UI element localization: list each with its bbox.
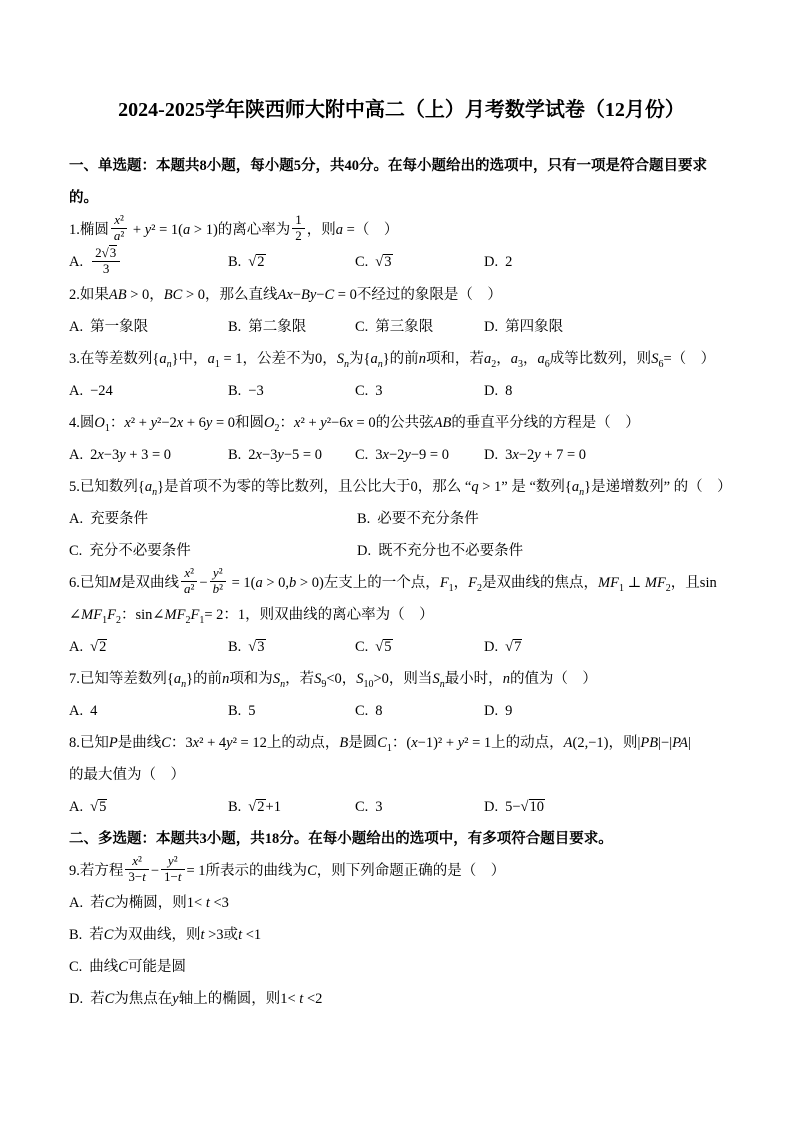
q4-option-b-text: 2x−3y−5 = 0 bbox=[248, 446, 322, 463]
q4-option-b-label: B. bbox=[228, 446, 242, 463]
q9-option-a-text: 若C为椭圆，则1< t <3 bbox=[90, 894, 229, 911]
question-9-text: 9.若方程 $\frac{\text{x²}}{3-t}$ − $\frac{\text{y²}}{1-t}$ = 1所表示的曲线为C，则下列命题正确的是（ ） bbox=[69, 853, 506, 884]
question-7-text: 7.已知等差数列$\{a_n\}$的前n项和为$S_n$，若$S_9<0$，$S_{10}>0$，则当$S_n$最小时，n的值为（ ） bbox=[69, 670, 597, 690]
q9-option-b-text: 若C为双曲线，则t >3或t <1 bbox=[89, 926, 262, 943]
q3-option-b bbox=[228, 375, 355, 407]
question-8-options bbox=[69, 791, 734, 823]
q8-option-a-text: √5 bbox=[90, 798, 107, 815]
q7-option-d-label: D. bbox=[484, 702, 499, 719]
q6-option-c-label: C. bbox=[355, 638, 369, 655]
q1-option-b bbox=[228, 246, 355, 279]
q5-option-d-text: 既不充分也不必要条件 bbox=[378, 542, 524, 559]
q1-option-d-label: D. bbox=[484, 254, 499, 271]
q1-option-a-label: A. bbox=[69, 254, 84, 271]
q6-option-b bbox=[228, 631, 355, 663]
question-1-text: 1.椭圆 $\frac{\text{x²}}{\text{a²}}$ + y² = 1(a > 1)的离心率为 $\frac{1}{2}$ ，则a =（ ） bbox=[69, 212, 399, 244]
q3-option-b-label: B. bbox=[228, 382, 242, 399]
question-7-options bbox=[69, 695, 734, 727]
q2-option-a-label: A. bbox=[69, 318, 84, 335]
q1-option-c bbox=[355, 246, 484, 279]
q3-option-a-text: −24 bbox=[90, 382, 113, 399]
q9-option-c-text: 曲线C可能是圆 bbox=[89, 958, 186, 975]
q5-option-c-text: 充分不必要条件 bbox=[89, 542, 191, 559]
q3-option-c bbox=[355, 375, 484, 407]
q9-option-b bbox=[69, 919, 734, 951]
q2-option-a bbox=[69, 311, 228, 343]
q2-option-b-label: B. bbox=[228, 318, 242, 335]
q5-option-d-label: D. bbox=[357, 542, 372, 559]
q7-option-a-label: A. bbox=[69, 702, 84, 719]
q7-option-b-label: B. bbox=[228, 702, 242, 719]
q7-option-a bbox=[69, 695, 228, 727]
q6-option-c bbox=[355, 631, 484, 663]
q4-option-c-text: 3x−2y−9 = 0 bbox=[375, 446, 449, 463]
q1-option-a bbox=[69, 246, 228, 279]
q3-option-c-label: C. bbox=[355, 382, 369, 399]
q6-option-c-text: √5 bbox=[375, 638, 392, 655]
q8-option-a-label: A. bbox=[69, 798, 84, 815]
q9-option-d-text: 若C为焦点在y轴上的椭圆，则1< t <2 bbox=[90, 990, 323, 1007]
q8-option-b bbox=[228, 791, 355, 823]
q2-option-c-text: 第三象限 bbox=[375, 318, 434, 335]
q9-option-c-label: C. bbox=[69, 958, 83, 975]
q8-option-b-text: √2+1 bbox=[248, 798, 281, 815]
q5-option-a bbox=[69, 503, 357, 535]
q8-option-b-label: B. bbox=[228, 798, 242, 815]
q4-option-d bbox=[484, 439, 734, 471]
question-1-options bbox=[69, 246, 734, 279]
question-5-text: 5.已知数列$\{a_n\}$是首项不为零的等比数列，且公比大于0，那么 “q > 1” 是 “数列$\{a_n\}$是递增数列” 的（ ） bbox=[69, 478, 732, 498]
question-6-options bbox=[69, 631, 734, 663]
q1-option-b-label: B. bbox=[228, 254, 242, 271]
question-6-text-line1: 6.已知M是双曲线 $\frac{\text{x²}}{\text{a²}}$ − $\frac{\text{y²}}{\text{b²}}$ = 1(a > 0,b > 0)左支上的一个点，$F_1$，$F_2$是双曲线的焦点，$MF_1$ ⊥ $MF_2$，且sin bbox=[69, 564, 717, 596]
q1-option-c-label: C. bbox=[355, 254, 369, 271]
q7-option-a-text: 4 bbox=[90, 702, 98, 719]
q1-option-c-text: √3 bbox=[375, 254, 392, 271]
q6-option-a-label: A. bbox=[69, 638, 84, 655]
q9-option-c bbox=[69, 951, 734, 983]
q5-option-b bbox=[357, 503, 734, 535]
question-4-text: 4.圆$O_1$：x² + y²−2x + 6y = 0和圆$O_2$：x² + y²−6x = 0的公共弦AB的垂直平分线的方程是（ ） bbox=[69, 414, 640, 434]
q6-option-d bbox=[484, 631, 734, 663]
q1-option-a-text: $\frac{2√3}{3}$ bbox=[90, 254, 122, 270]
q9-option-b-label: B. bbox=[69, 926, 83, 943]
q6-option-d-text: √7 bbox=[505, 638, 522, 655]
q6-option-a-text: √2 bbox=[90, 638, 107, 655]
q5-option-c-label: C. bbox=[69, 542, 83, 559]
question-5-options-row2 bbox=[69, 535, 734, 567]
q9-option-a bbox=[69, 887, 734, 919]
q4-option-a bbox=[69, 439, 228, 471]
q9-option-a-label: A. bbox=[69, 894, 84, 911]
q2-option-b bbox=[228, 311, 355, 343]
q7-option-c-label: C. bbox=[355, 702, 369, 719]
q7-option-b bbox=[228, 695, 355, 727]
q7-option-d-text: 9 bbox=[505, 702, 513, 719]
q7-option-c-text: 8 bbox=[375, 702, 383, 719]
q2-option-c bbox=[355, 311, 484, 343]
question-3-options bbox=[69, 375, 734, 407]
q3-option-b-text: −3 bbox=[248, 382, 264, 399]
question-8-text-line1: 8.已知P是曲线C：3x² + 4y² = 12上的动点，B是圆$C_1$：(x−1)² + y² = 1上的动点，A(2,−1)，则|PB|−|PA| bbox=[69, 734, 691, 754]
q9-option-d-label: D. bbox=[69, 990, 84, 1007]
q2-option-d-text: 第四象限 bbox=[505, 318, 564, 335]
q8-option-c bbox=[355, 791, 484, 823]
q4-option-c bbox=[355, 439, 484, 471]
q3-option-a bbox=[69, 375, 228, 407]
q9-option-d bbox=[69, 983, 734, 1015]
question-8-text-line2: 的最大值为（ ） bbox=[69, 766, 185, 783]
q3-option-d bbox=[484, 375, 734, 407]
q8-option-d bbox=[484, 791, 734, 823]
q4-option-c-label: C. bbox=[355, 446, 369, 463]
q7-option-c bbox=[355, 695, 484, 727]
q2-option-c-label: C. bbox=[355, 318, 369, 335]
q4-option-b bbox=[228, 439, 355, 471]
question-4-options bbox=[69, 439, 734, 471]
q5-option-a-text: 充要条件 bbox=[90, 510, 149, 527]
q5-option-b-label: B. bbox=[357, 510, 371, 527]
q3-option-c-text: 3 bbox=[375, 382, 383, 399]
q6-option-a bbox=[69, 631, 228, 663]
q8-option-d-label: D. bbox=[484, 798, 499, 815]
q3-option-d-label: D. bbox=[484, 382, 499, 399]
q6-option-d-label: D. bbox=[484, 638, 499, 655]
q4-option-a-text: 2x−3y + 3 = 0 bbox=[90, 446, 172, 463]
q7-option-b-text: 5 bbox=[248, 702, 256, 719]
q5-option-a-label: A. bbox=[69, 510, 84, 527]
q4-option-d-text: 3x−2y + 7 = 0 bbox=[505, 446, 587, 463]
q8-option-a bbox=[69, 791, 228, 823]
q5-option-d bbox=[357, 535, 734, 567]
q6-option-b-label: B. bbox=[228, 638, 242, 655]
q8-option-c-label: C. bbox=[355, 798, 369, 815]
section1-header-line1: 一、单选题：本题共8小题，每小题5分，共40分。在每小题给出的选项中，只有一项是符合题目要求 bbox=[69, 158, 707, 174]
q3-option-a-label: A. bbox=[69, 382, 84, 399]
q4-option-a-label: A. bbox=[69, 446, 84, 463]
q1-option-b-text: √2 bbox=[248, 254, 265, 271]
question-5-options-row1 bbox=[69, 503, 734, 535]
q8-option-c-text: 3 bbox=[375, 798, 383, 815]
q4-option-d-label: D. bbox=[484, 446, 499, 463]
q3-option-d-text: 8 bbox=[505, 382, 513, 399]
q5-option-c bbox=[69, 535, 357, 567]
q8-option-d-text: 5−√10 bbox=[505, 798, 545, 815]
section2-header: 二、多选题：本题共3小题，共18分。在每小题给出的选项中，有多项符合题目要求。 bbox=[69, 830, 613, 847]
q6-option-b-text: √3 bbox=[248, 638, 265, 655]
q1-option-d bbox=[484, 246, 734, 279]
q7-option-d bbox=[484, 695, 734, 727]
q2-option-b-text: 第二象限 bbox=[248, 318, 307, 335]
q5-option-b-text: 必要不充分条件 bbox=[377, 510, 479, 527]
section1-header-line2: 的。 bbox=[69, 190, 98, 206]
question-6-text-line2: $\angle MF_1F_2$：$\sin\angle MF_2F_1= 2$：1，则双曲线的离心率为（ ） bbox=[69, 606, 434, 626]
question-2-options bbox=[69, 311, 734, 343]
q2-option-d-label: D. bbox=[484, 318, 499, 335]
q2-option-a-text: 第一象限 bbox=[90, 318, 149, 335]
q2-option-d bbox=[484, 311, 734, 343]
question-2-text: 2.如果AB > 0，BC > 0，那么直线Ax−By−C = 0不经过的象限是（ ） bbox=[69, 286, 502, 303]
question-3-text: 3.在等差数列$\{a_n\}$中，$a_1 = 1$，公差不为0，$S_n$为$\{a_n\}$的前n项和，若$a_2$，$a_3$，$a_6$成等比数列，则$S_6=$（ ） bbox=[69, 350, 716, 370]
q1-option-d-text: 2 bbox=[505, 254, 513, 271]
exam-title: 2024-2025学年陕西师大附中高二（上）月考数学试卷（12月份） bbox=[118, 99, 685, 121]
